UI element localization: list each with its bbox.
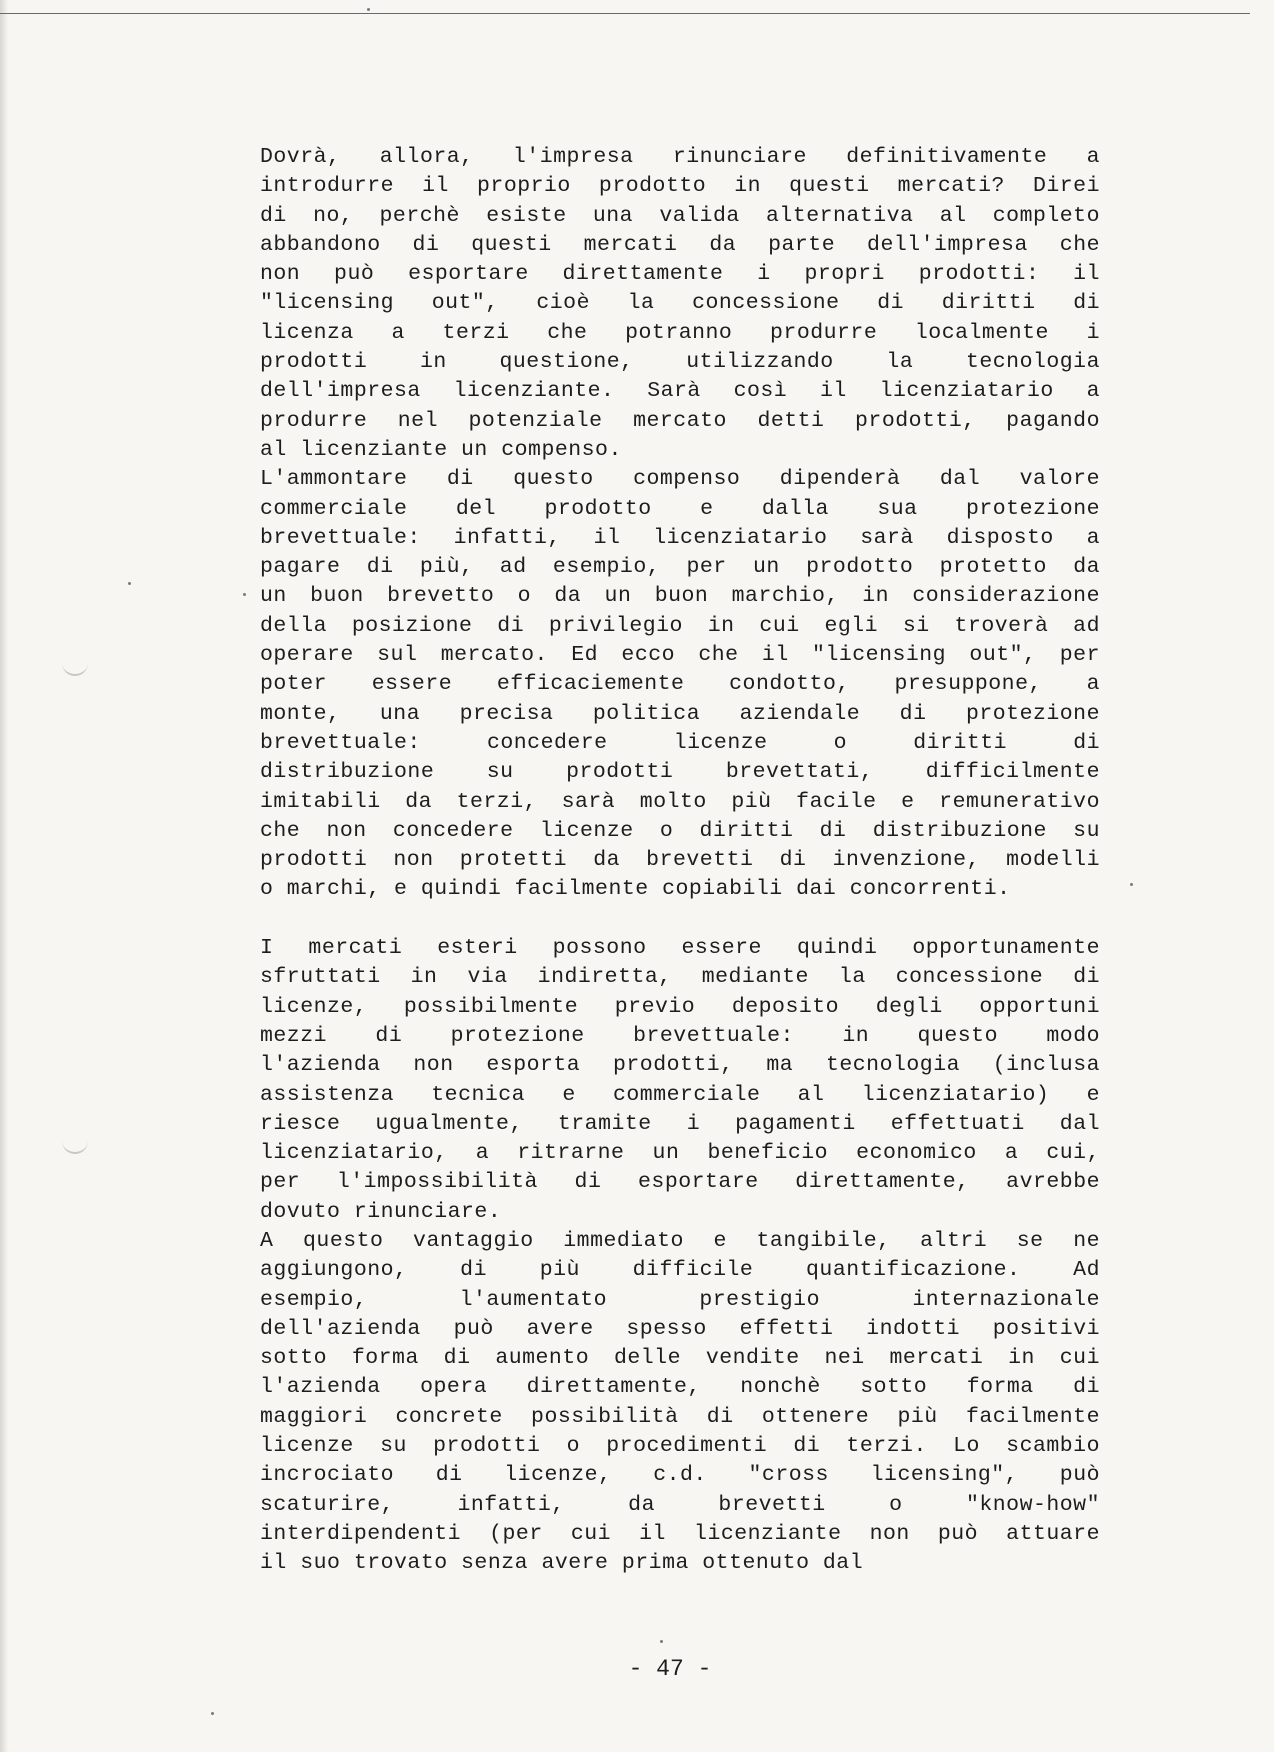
scan-speck <box>211 1712 214 1715</box>
text-line: un buon brevetto o da un buon marchio, in considerazione <box>260 584 1100 609</box>
text-line: assistenza tecnica e commerciale al licenziatario) e <box>260 1082 1100 1107</box>
text-line: maggiori concrete possibilità di ottenere più facilmente <box>260 1404 1100 1429</box>
text-line: licenze, possibilmente previo deposito degli opportuni <box>260 994 1100 1019</box>
text-line: dell'impresa licenziante. Sarà così il licenziatario a <box>260 379 1100 404</box>
text-line: il suo trovato senza avere prima ottenuto dal <box>260 1551 864 1576</box>
page-number: - 47 - <box>628 1656 712 1682</box>
text-line: commerciale del prodotto e dalla sua protezione <box>260 496 1100 521</box>
text-line: introdurre il proprio prodotto in questi mercati? Direi <box>260 174 1100 199</box>
text-line: non può esportare direttamente i propri prodotti: il <box>260 262 1100 287</box>
text-line: monte, una precisa politica aziendale di protezione <box>260 701 1100 726</box>
text-line: A questo vantaggio immediato e tangibile, altri se ne <box>260 1228 1100 1253</box>
paragraph-group <box>260 143 1100 905</box>
text-line: pagare di più, ad esempio, per un prodotto protetto da <box>260 555 1100 580</box>
text-line: prodotti non protetti da brevetti di invenzione, modelli <box>260 848 1100 873</box>
text-line: scaturire, infatti, da brevetti o "know-how" <box>260 1492 1100 1517</box>
text-line: interdipendenti (per cui il licenziante non può attuare <box>260 1521 1100 1546</box>
text-line: poter essere efficaciemente condotto, presuppone, a <box>260 672 1100 697</box>
text-line: prodotti in questione, utilizzando la tecnologia <box>260 350 1100 375</box>
text-line: "licensing out", cioè la concessione di diritti di <box>260 291 1100 316</box>
text-line: brevettuale: concedere licenze o diritti di <box>260 730 1100 755</box>
text-line: al licenziante un compenso. <box>260 437 622 462</box>
scan-speck <box>243 593 246 596</box>
text-line: sfruttati in via indiretta, mediante la concessione di <box>260 965 1100 990</box>
text-line: operare sul mercato. Ed ecco che il "licensing out", per <box>260 643 1100 668</box>
text-line: dell'azienda può avere spesso effetti indotti positivi <box>260 1316 1100 1341</box>
text-line: L'ammontare di questo compenso dipenderà dal valore <box>260 467 1100 492</box>
text-line: mezzi di protezione brevettuale: in questo modo <box>260 1023 1100 1048</box>
scan-speck <box>367 8 370 11</box>
text-line: o marchi, e quindi facilmente copiabili dai concorrenti. <box>260 877 1011 902</box>
scan-edge-shadow <box>0 0 8 1752</box>
text-line: di no, perchè esiste una valida alternativa al completo <box>260 203 1100 228</box>
text-line: licenziatario, a ritrarne un beneficio economico a cui, <box>260 1141 1100 1166</box>
text-line: licenze su prodotti o procedimenti di terzi. Lo scambio <box>260 1434 1100 1459</box>
text-line: I mercati esteri possono essere quindi opportunamente <box>260 936 1100 961</box>
punch-hole-mark <box>62 662 88 676</box>
text-line: per l'impossibilità di esportare direttamente, avrebbe <box>260 1170 1100 1195</box>
paragraph-group <box>260 934 1100 1579</box>
body-text <box>260 143 1100 1579</box>
text-line: produrre nel potenziale mercato detti prodotti, pagando <box>260 408 1100 433</box>
top-rule <box>0 13 1250 14</box>
text-line: l'azienda opera direttamente, nonchè sotto forma di <box>260 1375 1100 1400</box>
text-line: sotto forma di aumento delle vendite nei mercati in cui <box>260 1346 1100 1371</box>
text-line: distribuzione su prodotti brevettati, difficilmente <box>260 760 1100 785</box>
scan-speck <box>128 582 131 585</box>
text-line: della posizione di privilegio in cui egli si troverà ad <box>260 613 1100 638</box>
text-line: esempio, l'aumentato prestigio internazionale <box>260 1287 1100 1312</box>
scan-speck <box>660 1640 663 1643</box>
text-line: aggiungono, di più difficile quantificazione. Ad <box>260 1258 1100 1283</box>
scan-speck <box>1130 883 1133 886</box>
text-line: l'azienda non esporta prodotti, ma tecnologia (inclusa <box>260 1053 1100 1078</box>
text-line: imitabili da terzi, sarà molto più facile e remunerativo <box>260 789 1100 814</box>
text-line: licenza a terzi che potranno produrre localmente i <box>260 320 1100 345</box>
text-line: che non concedere licenze o diritti di distribuzione su <box>260 818 1100 843</box>
text-line: Dovrà, allora, l'impresa rinunciare definitivamente a <box>260 145 1100 169</box>
text-line: riesce ugualmente, tramite i pagamenti effettuati dal <box>260 1111 1100 1136</box>
punch-hole-mark <box>62 1140 88 1154</box>
text-line: dovuto rinunciare. <box>260 1199 502 1224</box>
text-line: incrociato di licenze, c.d. "cross licensing", può <box>260 1463 1100 1488</box>
text-line: brevettuale: infatti, il licenziatario sarà disposto a <box>260 525 1100 550</box>
text-line: abbandono di questi mercati da parte dell'impresa che <box>260 232 1100 257</box>
